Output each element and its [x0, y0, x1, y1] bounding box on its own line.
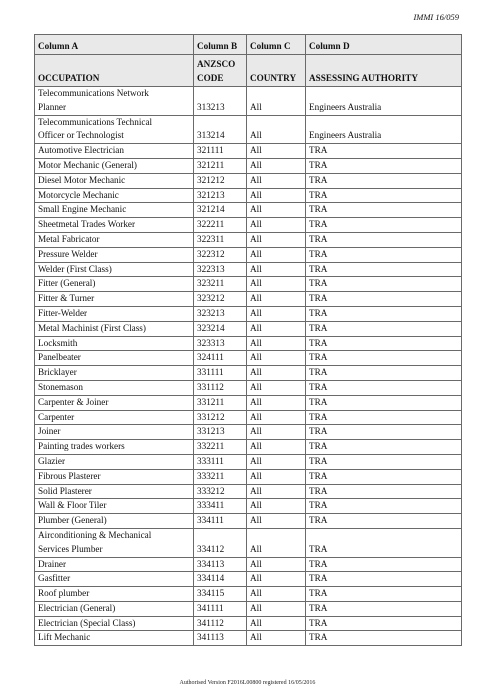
assessing-authority-cell: TRA [306, 306, 462, 321]
country-cell: All [247, 395, 306, 410]
country-cell: All [247, 528, 306, 557]
country-cell: All [247, 262, 306, 277]
table-row [35, 336, 462, 351]
anzsco-code-cell: 332211 [194, 440, 247, 455]
column-c-header: Column C [247, 35, 306, 55]
occupation-text-line: Wall & Floor Tiler [38, 500, 107, 511]
country-cell: All [247, 425, 306, 440]
table-row [35, 366, 462, 381]
column-d-header: Column D [306, 35, 462, 55]
occupation-text-line: Planner [38, 101, 67, 112]
anzsco-code-cell: 322312 [194, 247, 247, 262]
occupation-text-line: Panelbeater [38, 352, 81, 363]
assessing-authority-cell: TRA [306, 247, 462, 262]
footer-authorised-version: Authorised Version F2016L00800 registered 16/05/2016 [179, 680, 316, 686]
occupation-cell [35, 454, 194, 469]
table-row [35, 440, 462, 455]
occupation-text-line: Welder (First Class) [38, 263, 112, 274]
anzsco-code-cell: 323213 [194, 306, 247, 321]
table-row [35, 395, 462, 410]
assessing-authority-cell: TRA [306, 188, 462, 203]
occupation-text-line: Motor Mechanic (General) [38, 159, 137, 170]
occupation-text-line: Fitter & Turner [38, 293, 95, 304]
occupation-text-line: Fibrous Plasterer [38, 470, 101, 481]
anzsco-code-cell: 334114 [194, 572, 247, 587]
country-cell: All [247, 469, 306, 484]
assessing-authority-cell: TRA [306, 218, 462, 233]
occupation-text-line: Electrician (General) [38, 602, 116, 613]
occupation-text-line: Airconditioning & Mechanical [38, 529, 152, 540]
table-row [35, 115, 462, 144]
assessing-authority-header: ASSESSING AUTHORITY [306, 55, 462, 87]
anzsco-code-cell: 334115 [194, 587, 247, 602]
assessing-authority-cell: TRA [306, 203, 462, 218]
assessing-authority-cell: TRA [306, 336, 462, 351]
country-cell: All [247, 87, 306, 116]
occupation-cell [35, 601, 194, 616]
table-row [35, 87, 462, 116]
occupation-cell [35, 425, 194, 440]
anzsco-code-cell: 333411 [194, 499, 247, 514]
occupation-cell [35, 469, 194, 484]
anzsco-code-cell: 334112 [194, 528, 247, 557]
anzsco-code-cell: 323211 [194, 277, 247, 292]
country-cell: All [247, 351, 306, 366]
assessing-authority-cell: TRA [306, 366, 462, 381]
table-row [35, 144, 462, 159]
country-header: COUNTRY [247, 55, 306, 87]
anzsco-code-cell: 323212 [194, 292, 247, 307]
code-header-line: CODE [197, 73, 224, 84]
country-cell: All [247, 484, 306, 499]
table-row [35, 557, 462, 572]
anzsco-code-cell: 333111 [194, 454, 247, 469]
occupation-cell [35, 144, 194, 159]
anzsco-header-line: ANZSCO [197, 59, 236, 70]
occupation-text-line: Services Plumber [38, 543, 103, 554]
occupation-cell [35, 514, 194, 529]
occupation-text-line: Joiner [38, 426, 61, 437]
occupation-text-line: Carpenter [38, 411, 75, 422]
occupation-cell [35, 410, 194, 425]
occupation-cell [35, 336, 194, 351]
country-cell: All [247, 306, 306, 321]
assessing-authority-cell: TRA [306, 601, 462, 616]
table-row [35, 188, 462, 203]
anzsco-code-cell: 323214 [194, 321, 247, 336]
anzsco-code-cell: 331213 [194, 425, 247, 440]
assessing-authority-cell: TRA [306, 144, 462, 159]
occupation-cell [35, 499, 194, 514]
anzsco-code-cell: 334111 [194, 514, 247, 529]
assessing-authority-cell: TRA [306, 528, 462, 557]
occupation-text-line: Metal Fabricator [38, 233, 100, 244]
anzsco-code-cell: 322313 [194, 262, 247, 277]
occupation-cell [35, 247, 194, 262]
country-cell: All [247, 115, 306, 144]
anzsco-code-cell: 321211 [194, 158, 247, 173]
anzsco-code-cell: 322311 [194, 232, 247, 247]
table-row [35, 306, 462, 321]
occupation-cell [35, 115, 194, 144]
table-row [35, 173, 462, 188]
occupation-cell [35, 351, 194, 366]
assessing-authority-cell: TRA [306, 557, 462, 572]
country-cell: All [247, 499, 306, 514]
table-row [35, 616, 462, 631]
table-row [35, 410, 462, 425]
table-row [35, 277, 462, 292]
occupation-cell [35, 262, 194, 277]
occupation-text-line: Fitter (General) [38, 278, 96, 289]
table-row [35, 528, 462, 557]
occupation-text-line: Diesel Motor Mechanic [38, 174, 126, 185]
country-cell: All [247, 587, 306, 602]
occupation-cell [35, 203, 194, 218]
country-cell: All [247, 173, 306, 188]
assessing-authority-cell: TRA [306, 514, 462, 529]
occupation-text-line: Electrician (Special Class) [38, 617, 136, 628]
table-row [35, 321, 462, 336]
occupation-cell [35, 232, 194, 247]
anzsco-code-cell: 321111 [194, 144, 247, 159]
table-row [35, 262, 462, 277]
occupation-cell [35, 173, 194, 188]
country-cell: All [247, 631, 306, 646]
occupation-text-line: Metal Machinist (First Class) [38, 322, 146, 333]
occupation-cell [35, 277, 194, 292]
occupation-cell [35, 616, 194, 631]
country-cell: All [247, 336, 306, 351]
assessing-authority-cell: TRA [306, 499, 462, 514]
occupation-cell [35, 395, 194, 410]
country-cell: All [247, 247, 306, 262]
occupation-text-line: Solid Plasterer [38, 485, 92, 496]
occupation-cell [35, 587, 194, 602]
anzsco-code-cell: 331212 [194, 410, 247, 425]
assessing-authority-cell: TRA [306, 631, 462, 646]
assessing-authority-cell: TRA [306, 587, 462, 602]
occupation-text-line: Glazier [38, 455, 66, 466]
assessing-authority-cell: TRA [306, 410, 462, 425]
country-cell: All [247, 601, 306, 616]
occupation-text-line: Stonemason [38, 381, 83, 392]
occupation-text-line: Plumber (General) [38, 515, 107, 526]
anzsco-code-cell: 341111 [194, 601, 247, 616]
assessing-authority-cell: TRA [306, 425, 462, 440]
table-row [35, 514, 462, 529]
anzsco-code-cell: 341113 [194, 631, 247, 646]
column-b-header: Column B [194, 35, 247, 55]
occupation-text-line: Drainer [38, 558, 67, 569]
assessing-authority-cell: TRA [306, 173, 462, 188]
anzsco-code-cell: 321214 [194, 203, 247, 218]
assessing-authority-cell: TRA [306, 380, 462, 395]
occupation-text-line: Painting trades workers [38, 441, 125, 452]
country-cell: All [247, 292, 306, 307]
table-row [35, 587, 462, 602]
assessing-authority-cell: TRA [306, 616, 462, 631]
country-cell: All [247, 218, 306, 233]
country-cell: All [247, 158, 306, 173]
anzsco-code-cell: 333211 [194, 469, 247, 484]
anzsco-code-header [194, 55, 247, 87]
column-a-header: Column A [35, 35, 194, 55]
assessing-authority-cell: TRA [306, 292, 462, 307]
country-cell: All [247, 616, 306, 631]
occupation-text-line: Roof plumber [38, 588, 90, 599]
assessing-authority-cell: TRA [306, 454, 462, 469]
country-cell: All [247, 203, 306, 218]
occupation-text-line: Carpenter & Joiner [38, 396, 109, 407]
occupation-cell [35, 557, 194, 572]
anzsco-code-cell: 313214 [194, 115, 247, 144]
occupation-cell [35, 572, 194, 587]
occupation-cell [35, 528, 194, 557]
anzsco-code-cell: 331211 [194, 395, 247, 410]
country-cell: All [247, 232, 306, 247]
occupation-cell [35, 484, 194, 499]
table-row [35, 499, 462, 514]
assessing-authority-cell: TRA [306, 440, 462, 455]
table-row [35, 203, 462, 218]
assessing-authority-cell: TRA [306, 262, 462, 277]
column-letter-header-row [35, 35, 462, 55]
assessing-authority-cell: TRA [306, 469, 462, 484]
assessing-authority-cell: Engineers Australia [306, 115, 462, 144]
occupation-cell [35, 366, 194, 381]
document-reference: IMMI 16/059 [413, 12, 459, 22]
country-cell: All [247, 514, 306, 529]
occupation-text-line: Gasfitter [38, 573, 71, 584]
occupation-text-line: Telecommunications Technical [38, 116, 153, 127]
occupation-text-line: Locksmith [38, 337, 78, 348]
assessing-authority-cell: TRA [306, 232, 462, 247]
occupation-table [34, 34, 462, 646]
anzsco-code-cell: 321213 [194, 188, 247, 203]
country-cell: All [247, 277, 306, 292]
anzsco-code-cell: 333212 [194, 484, 247, 499]
column-title-header-row [35, 55, 462, 87]
table-row [35, 454, 462, 469]
occupation-header: OCCUPATION [35, 55, 194, 87]
table-row [35, 469, 462, 484]
occupation-cell [35, 87, 194, 116]
assessing-authority-cell: TRA [306, 277, 462, 292]
occupation-text-line: Telecommunications Network [38, 88, 149, 98]
occupation-cell [35, 158, 194, 173]
occupation-cell [35, 306, 194, 321]
assessing-authority-cell: TRA [306, 484, 462, 499]
country-cell: All [247, 557, 306, 572]
country-cell: All [247, 144, 306, 159]
table-row [35, 351, 462, 366]
country-cell: All [247, 410, 306, 425]
occupation-text-line: Automotive Electrician [38, 145, 124, 156]
assessing-authority-cell: Engineers Australia [306, 87, 462, 116]
table-row [35, 484, 462, 499]
table-row [35, 601, 462, 616]
table-row [35, 425, 462, 440]
table-row [35, 572, 462, 587]
country-cell: All [247, 454, 306, 469]
assessing-authority-cell: TRA [306, 321, 462, 336]
country-cell: All [247, 366, 306, 381]
occupation-text-line: Officer or Technologist [38, 130, 124, 141]
table-row [35, 247, 462, 262]
assessing-authority-cell: TRA [306, 395, 462, 410]
table-row [35, 292, 462, 307]
table-row [35, 380, 462, 395]
anzsco-code-cell: 321212 [194, 173, 247, 188]
anzsco-code-cell: 324111 [194, 351, 247, 366]
table-row [35, 218, 462, 233]
occupation-cell [35, 188, 194, 203]
occupation-cell [35, 292, 194, 307]
table-row [35, 631, 462, 646]
occupation-text-line: Fitter-Welder [38, 307, 88, 318]
occupation-cell [35, 321, 194, 336]
occupation-cell [35, 218, 194, 233]
occupation-cell [35, 631, 194, 646]
occupation-text-line: Small Engine Mechanic [38, 204, 127, 215]
country-cell: All [247, 380, 306, 395]
country-cell: All [247, 440, 306, 455]
assessing-authority-cell: TRA [306, 572, 462, 587]
country-cell: All [247, 572, 306, 587]
anzsco-code-cell: 331112 [194, 380, 247, 395]
country-cell: All [247, 188, 306, 203]
anzsco-code-cell: 313213 [194, 87, 247, 116]
occupation-text-line: Bricklayer [38, 367, 77, 378]
anzsco-code-cell: 323313 [194, 336, 247, 351]
anzsco-code-cell: 334113 [194, 557, 247, 572]
country-cell: All [247, 321, 306, 336]
anzsco-code-cell: 331111 [194, 366, 247, 381]
table-row [35, 158, 462, 173]
assessing-authority-cell: TRA [306, 158, 462, 173]
anzsco-code-cell: 322211 [194, 218, 247, 233]
occupation-text-line: Sheetmetal Trades Worker [38, 219, 136, 230]
assessing-authority-cell: TRA [306, 351, 462, 366]
occupation-text-line: Lift Mechanic [38, 632, 91, 643]
occupation-cell [35, 440, 194, 455]
occupation-text-line: Motorcycle Mechanic [38, 189, 119, 200]
anzsco-code-cell: 341112 [194, 616, 247, 631]
occupation-text-line: Pressure Welder [38, 248, 98, 259]
occupation-cell [35, 380, 194, 395]
table-row [35, 232, 462, 247]
